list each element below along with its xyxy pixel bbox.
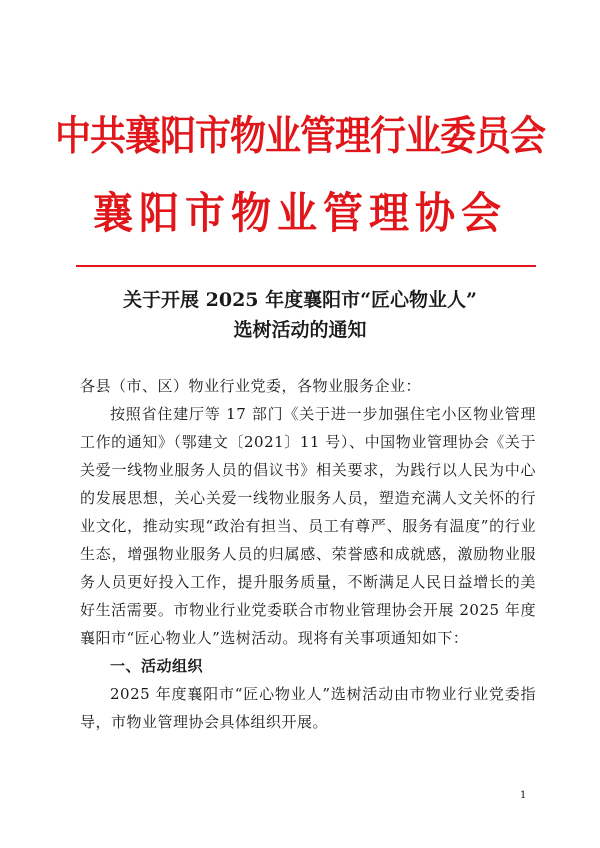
header-divider bbox=[76, 265, 536, 267]
body-paragraph: 按照省住建厅等 17 部门《关于进一步加强住宅小区物业管理工作的通知》（鄂建文〔2021〕11 号）、中国物业管理协会《关于关爱一线物业服务人员的倡议书》相关要求，为践行以人民为中心的发展思想，关心关爱一线物业服务人员，塑造充满人文关怀的行业文化，推动实现“政治有担当、员工有尊严、服务有温度”的行业生态，增强物业服务人员的归属感、荣誉感和成就感，激励物业服务人员更好投入工作，提升服务质量，不断满足人民日益增长的美好生活需要。市物业行业党委联合市物业管理协会开展 2025 年度襄阳市“匠心物业人”选树活动。现将有关事项通知如下： bbox=[80, 405, 536, 647]
document-title-line2: 选树活动的通知 bbox=[233, 319, 367, 341]
issuer-name-party-committee: 中共襄阳市物业管理行业委员会 bbox=[54, 112, 545, 160]
section-heading: 一、活动组织 bbox=[110, 657, 204, 675]
salutation: 各县（市、区）物业行业党委，各物业服务企业： bbox=[80, 377, 422, 395]
issuer-name-association: 襄阳市物业管理协会 bbox=[93, 188, 507, 239]
document-title-line1: 关于开展 2025 年度襄阳市“匠心物业人” bbox=[123, 289, 477, 311]
page-number: 1 bbox=[520, 790, 527, 801]
body-paragraph: 2025 年度襄阳市“匠心物业人”选树活动由市物业行业党委指导，市物业管理协会具体组织开展。 bbox=[80, 685, 536, 731]
document-body bbox=[80, 372, 536, 736]
document-title bbox=[0, 285, 600, 345]
